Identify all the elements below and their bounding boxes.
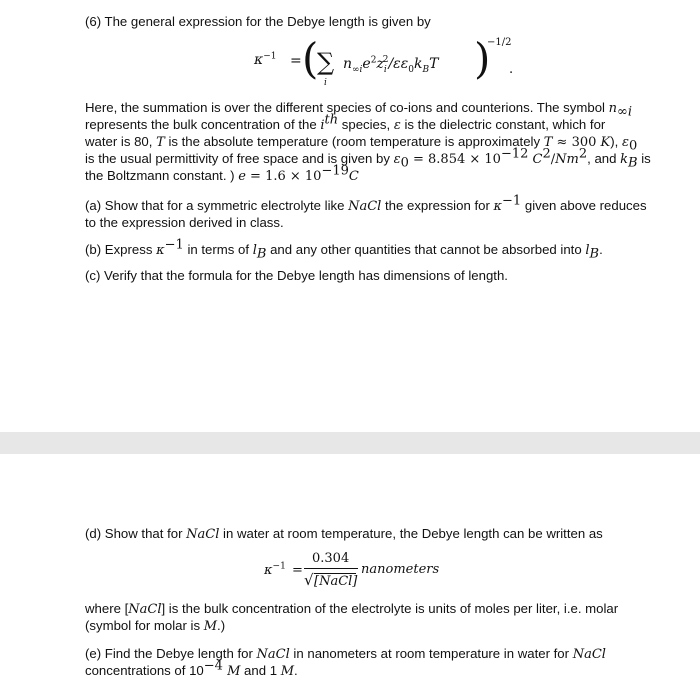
nacl-eq-unit: nanometers (361, 562, 440, 577)
page-divider (0, 432, 700, 454)
question-b: (b) Express $\kappa^{-1}$ in terms of $l_B$ and any other quantities that cannot be absorbed into $l_B$. (85, 237, 603, 262)
nacl-eq-numerator: 0.304 (312, 551, 350, 566)
eq-sum-symbol: ∑ (317, 48, 335, 76)
paragraph-line-2: represents the bulk concentration of the $i^{th}$ species, ε is the dielectric constant, which for (85, 112, 606, 133)
question-e-line-1: (e) Find the Debye length for NaCl in nanometers at room temperature in water for NaCl (85, 646, 606, 662)
part6-heading: (6) The general expression for the Debye length is given by (85, 14, 431, 29)
nacl-eq-fraction-bar (304, 568, 358, 569)
paragraph-line-4: is the usual permittivity of free space and is given by $\varepsilon_0 = 8.854 \times 10^{-12}$ $C^2/Nm^2$, and $k_B$ is (85, 146, 651, 171)
eq-equals: = (290, 53, 302, 69)
question-d: (d) Show that for NaCl in water at room temperature, the Debye length can be written as (85, 526, 603, 542)
question-a-line-1: (a) Show that for a symmetric electrolyte like NaCl the expression for $\kappa^{-1}$ given above reduces (85, 193, 647, 214)
worksheet-page-bottom (0, 454, 700, 699)
eq-outer-exponent: −1/2 (487, 37, 512, 48)
paragraph-line-5: the Boltzmann constant. ) $e = 1.6 \times 10^{-19}C$ (85, 163, 359, 184)
eq-left-paren: ( (302, 34, 319, 83)
paragraph-line-1: Here, the summation is over the different species of co-ions and counterions. The symbol $n_{\infty i}$ (85, 100, 632, 120)
where-line-2: (symbol for molar is M.) (85, 618, 226, 634)
nacl-eq-kappa: $\kappa^{-1}$ (264, 561, 286, 578)
nacl-eq-denominator: [NaCl] (314, 574, 358, 589)
question-a-line-2: to the expression derived in class. (85, 215, 284, 230)
question-e-line-2: concentrations of $10^{-4}$ M and 1 M. (85, 658, 298, 679)
question-c: (c) Verify that the formula for the Debye length has dimensions of length. (85, 268, 508, 283)
eq-sum-index: i (324, 78, 327, 88)
nacl-eq-equals: = (292, 563, 303, 578)
paragraph-line-3: water is 80, T is the absolute temperature (room temperature is approximately T ≈ 300 K), $\varepsilon_0$ (85, 134, 638, 154)
where-line-1: where [NaCl] is the bulk concentration of the electrolyte is units of moles per liter, i.e. molar (85, 601, 619, 617)
eq-right-paren: ) (474, 34, 491, 83)
eq-period: . (509, 62, 514, 77)
nacl-eq-sqrt: √ (304, 571, 314, 589)
eq-kappa: $\kappa^{-1}$ (254, 51, 277, 68)
eq-body: $n_{\infty i}e^2z_i^2/\varepsilon\varepsilon_0k_BT$ (343, 55, 439, 75)
